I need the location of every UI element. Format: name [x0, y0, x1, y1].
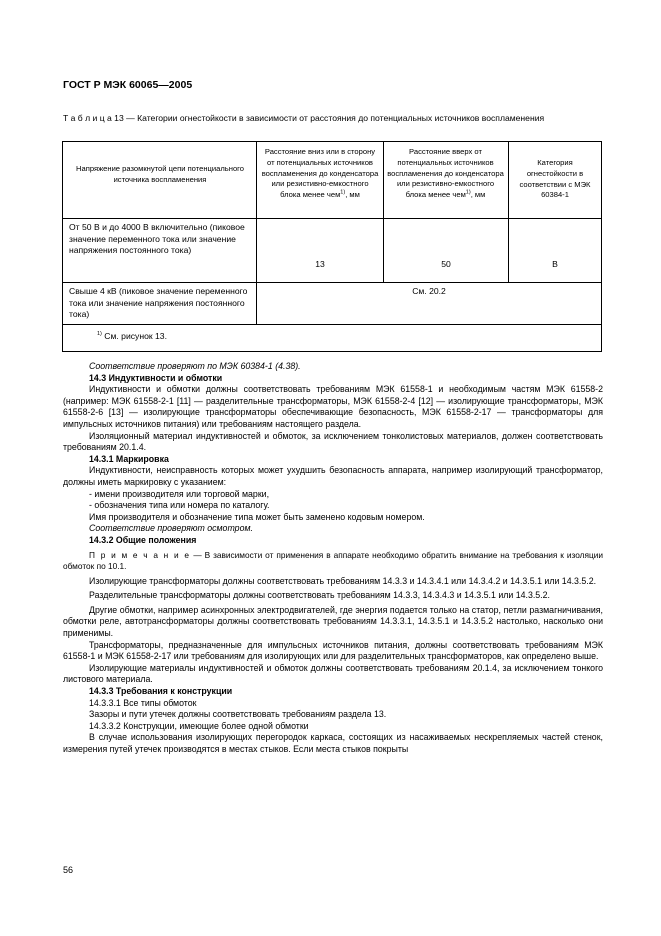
- paragraph: Индуктивности и обмотки должны соответствовать требованиям МЭК 61558-1 и необходимым частям МЭК 61558-2 (например: МЭК 61558-2-1 [11] — разделительные трансформаторы, МЭК 61558-2-4 [12] — изолирующие трансформаторы, МЭК 61558-2-6 [13] — изолирующие трансформаторы обеспечивающие безопасность, МЭК 61558-2-17 — трансформаторы для импульсных источников питания) или требованиям настоящего раздела.: [63, 384, 603, 429]
- document-body: [63, 361, 603, 756]
- list-item: - обозначения типа или номера по каталогу.: [89, 500, 270, 511]
- paragraph: Изоляционный материал индуктивностей и обмоток, за исключением тонколистовых материалов, должен соответствовать требованиям 20.1.4.: [63, 430, 603, 453]
- note: [63, 550, 603, 573]
- table-caption: [63, 113, 603, 124]
- paragraph: Трансформаторы, предназначенные для импульсных источников питания, должны соответствовать требованиям МЭК 61558-1 и МЭК 61558-2-17 или требованиям для изолирующих или для разделительных трансформаторов, как определено выше.: [63, 639, 603, 662]
- row1-distance-side-cell: 13: [315, 259, 325, 269]
- paragraph: 14.3.3.2 Конструкции, имеющие более одной обмотки: [89, 720, 309, 731]
- list-item: - имени производителя или торговой марки,: [89, 488, 270, 499]
- col-header-voltage: Напряжение разомкнутой цепи потенциального источника воспламенения: [76, 164, 244, 184]
- paragraph: Соответствие проверяют по МЭК 60384-1 (4.38).: [89, 361, 301, 371]
- col-header-distance-side: [261, 147, 379, 201]
- col-header-category: Категория огнестойкости в соответствии с МЭК 60384-1: [519, 158, 591, 200]
- paragraph: Изолирующие материалы индуктивностей и обмоток должны соответствовать требованиям 20.1.4, за исключением тонкого листового материала.: [63, 662, 603, 685]
- row1-category-cell: B: [552, 259, 558, 269]
- row1-distance-up-cell: 50: [441, 259, 451, 269]
- col-header-distance-up: [387, 147, 504, 201]
- table-footnote: [97, 331, 577, 343]
- col-header-distance-side-unit: , мм: [345, 190, 360, 200]
- paragraph: 14.3.3.1 Все типы обмоток: [89, 697, 197, 708]
- table-caption-label: Т а б л и ц а 13: [63, 113, 124, 123]
- col-header-distance-up-text: Расстояние вверх от потенциальных источников воспламенения до конденсатора или резистивно-емкостного блока менее чем: [387, 147, 504, 200]
- table-footnote-sup: 1): [97, 331, 102, 338]
- section-heading: 14.3.3 Требования к конструкции: [89, 686, 233, 697]
- row2-voltage-cell: Свыше 4 кВ (пиковое значение переменного тока или значение напряжения постоянного тока): [69, 286, 248, 319]
- table-caption-text: — Категории огнестойкости в зависимости от расстояния до потенциальных источников воспламенения: [123, 113, 545, 123]
- section-heading: 14.3.1 Маркировка: [89, 453, 169, 464]
- row2-value-cell: См. 20.2: [412, 286, 446, 296]
- table-footnote-text: См. рисунок 13.: [101, 331, 167, 341]
- fire-category-table: [62, 141, 602, 352]
- paragraph: Изолирующие трансформаторы должны соответствовать требованиям 14.3.3 и 14.3.4.1 или 14.3.4.2 и 14.3.5.1 или 14.3.5.2.: [89, 575, 597, 586]
- page-number: 56: [63, 865, 74, 875]
- paragraph: Зазоры и пути утечек должны соответствовать требованиям раздела 13.: [89, 709, 387, 720]
- row1-voltage-cell: От 50 В и до 4000 В включительно (пиковое значение переменного тока или значение напряжения постоянного тока): [69, 222, 245, 255]
- col-header-distance-side-sup: 1): [340, 189, 346, 196]
- section-heading: 14.3.2 Общие положения: [89, 534, 197, 545]
- paragraph: Другие обмотки, например асинхронных электродвигателей, где энергия подается только на статор, петли размагничивания, обмотки реле, автотрансформаторы должны соответствовать требованиям 14.3.3.1, 14.3.5.1 и 14.3.5.2 настолько, насколько они применимы.: [63, 604, 603, 639]
- note-label: П р и м е ч а н и е: [89, 549, 191, 560]
- col-header-distance-side-text: Расстояние вниз или в сторону от потенциальных источников воспламенения до конденсатора или резистивно-емкостного блока менее чем: [261, 147, 379, 200]
- paragraph: Индуктивности, неисправность которых может ухудшить безопасность аппарата, например изолирующий трансформатор, должны иметь маркировку с указанием:: [63, 465, 603, 487]
- col-header-distance-up-unit: , мм: [470, 190, 486, 200]
- note-text: — В зависимости от применения в аппарате необходимо обратить внимание на требования к изоляции обмоток по 10.1.: [63, 549, 603, 572]
- document-header: ГОСТ Р МЭК 60065—2005: [63, 79, 193, 91]
- section-heading: 14.3 Индуктивности и обмотки: [89, 372, 223, 383]
- paragraph: В случае использования изолирующих перегородок каркаса, состоящих из насаживаемых нескрепляемых частей стенок, измерения путей утечек производятся в местах стыков. Если места стыков покрыты: [63, 732, 603, 754]
- paragraph: Имя производителя и обозначение типа может быть заменено кодовым номером.: [89, 511, 425, 522]
- paragraph: Соответствие проверяют осмотром.: [89, 523, 253, 534]
- paragraph: Разделительные трансформаторы должны соответствовать требованиям 14.3.3, 14.3.4.3 и 14.3.5.1 или 14.3.5.2.: [89, 590, 550, 601]
- col-header-distance-up-sup: 1): [465, 189, 471, 196]
